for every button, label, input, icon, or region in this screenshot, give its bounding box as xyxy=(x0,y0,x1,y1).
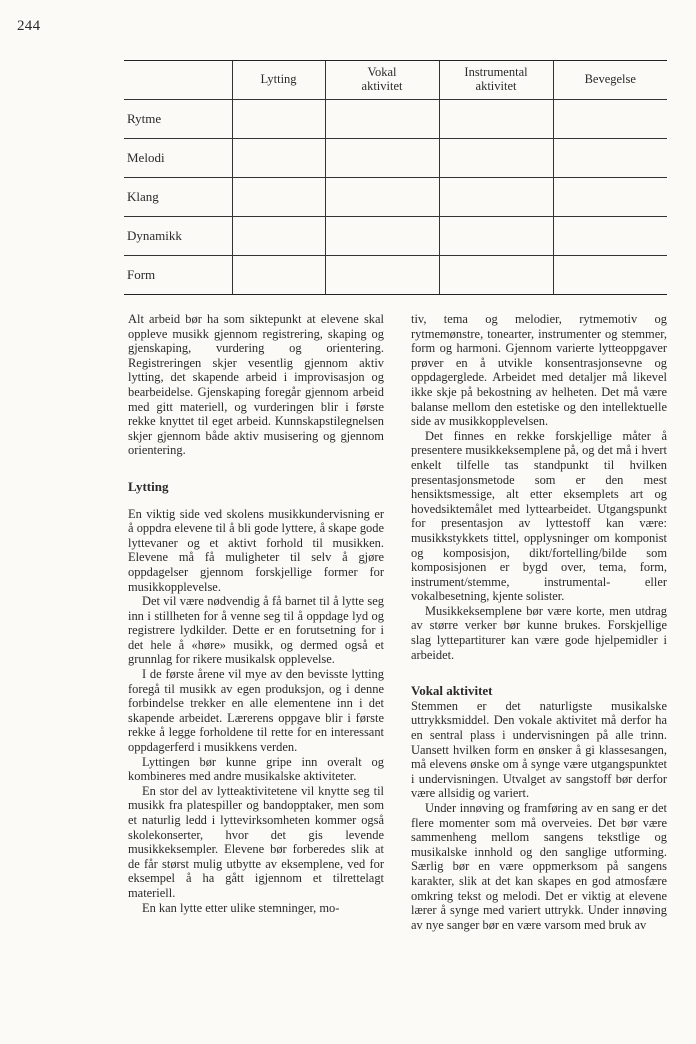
grid-row xyxy=(124,100,667,139)
grid-cell xyxy=(232,178,325,217)
grid-cell xyxy=(553,178,667,217)
grid-cell xyxy=(325,100,439,139)
grid-cell xyxy=(325,178,439,217)
grid-cell xyxy=(325,217,439,256)
left-paragraph: En viktig side ved skolens musikkundervisning er å oppdra elevene til å bli gode lyttere, å skape gode lyttevaner og et aktivt forhold til musikken. Elevene må få muligheter til selv å gjøre oppdagelser gjennom forskjellige former for musikkopplevelse. xyxy=(128,506,384,594)
right-column xyxy=(411,312,667,932)
grid-cell xyxy=(439,139,553,178)
right-paragraph: Det finnes en rekke forskjellige måter å presentere musikkeksemplene på, og det må i hvert enkelt tilfelle tas standpunkt til hvilken presentasjonsmetode som er den mest hensiktsmessige, alt etter eksemplets art og hovedsiktemålet med lyttearbeidet. Utgangspunkt for presentasjon av lyttestoff kan være: musikkstykkets tittel, opplysninger om komponist og komposisjon, dikt/fortelling/bilde som komposisjonen er bygd over, tema, form, instrument/stemme, instrumental- eller vokalbesetning, kjente solister. xyxy=(411,428,667,604)
grid-cell xyxy=(232,139,325,178)
right-paragraph: Stemmen er det naturligste musikalske uttrykksmiddel. Den vokale aktivitet må derfor ha en sentral plass i undervisningen på alle trinn. Uansett hvilken form en ønsker å gi klassesangen, må elevens ønske om å synge være utgangspunktet i undervisningen. Utvalget av sangstoff bør derfor være allsidig og variert. xyxy=(411,698,667,801)
left-paragraph: Det vil være nødvendig å få barnet til å lytte seg inn i stillheten for å venne seg til å oppdage lyd og registrere lydkilder. Dette er en forutsetning for i det hele å «høre» musikk, og dermed også et grunnlag for rikere musikalsk opplevelse. xyxy=(128,594,384,667)
grid-header-row xyxy=(124,61,667,100)
right-paragraph: tiv, tema og melodier, rytmemotiv og rytmemønstre, tonearter, instrumenter og stemmer, form og harmoni. Gjennom varierte lytteoppgaver prøver en å utvikle konsentrasjonsevne og oppdagerglede. Arbeidet med detaljer må likevel ikke skje på bekostning av helheten. Det må være balanse mellom den estetiske og den intellektuelle side av musikkopplevelsen. xyxy=(411,312,667,429)
grid-cell xyxy=(553,139,667,178)
left-paragraph: En kan lytte etter ulike stemninger, mo- xyxy=(142,900,340,915)
section-heading-lytting: Lytting xyxy=(128,478,169,494)
page-number: 244 xyxy=(17,18,41,34)
grid-cell xyxy=(232,100,325,139)
grid-corner-cell xyxy=(124,61,232,100)
grid-row-label: Melodi xyxy=(124,139,232,178)
grid-row xyxy=(124,217,667,256)
grid-column-header: Vokal aktivitet xyxy=(325,61,439,100)
left-column xyxy=(128,312,384,915)
grid-row-label: Rytme xyxy=(124,100,232,139)
left-paragraph: En stor del av lytteaktivitetene vil knytte seg til musikk fra platespiller og bandopptaker, men som et naturlig ledd i lyttevirksomheten kommer også skolekonserter, hvor det gis levende musikkeksempler. Elevene bør forberedes slik at de får størst mulig utbytte av eksemplene, ved for eksempel å ha gått igjennom et tilrettelagt materiell. xyxy=(128,783,384,900)
grid-column-header: Lytting xyxy=(232,61,325,100)
grid-cell xyxy=(325,139,439,178)
left-paragraph: I de første årene vil mye av den bevisste lytting foregå til musikk av egen produksjon, og i denne forbindelse trekker en alle elementene inn i det skapende arbeidet. Lærerens oppgave blir i første rekke å legge forholdene til rette for en interessant oppdagerferd i musikkens verden. xyxy=(128,667,384,755)
grid-row xyxy=(124,139,667,178)
right-paragraph: Musikkeksemplene bør være korte, men utdrag av større verker bør kunne brukes. Forskjellige slag lyttepartiturer kan være gode hjelpemidler i arbeidet. xyxy=(411,603,667,662)
right-paragraph: Under innøving og framføring av en sang er det flere momenter som må overveies. Det bør være sammenheng mellom sangens tekstlige og musikalske innhold og den sanglige utforming. Særlig bør en være oppmerksom på sangens karakter, slik at det kan skapes en god atmosfære omkring tekst og melodi. Det er viktig at elevene lærer å synge med variert uttrykk. Under innøving av nye sanger bør en være varsom med bruk av xyxy=(411,801,667,932)
left-paragraph: Alt arbeid bør ha som siktepunkt at elevene skal oppleve musikk gjennom registrering, skaping og gjenskaping, vurdering og orientering. Registreringen skjer vesentlig gjennom aktiv lytting, det skapende arbeid i improvisasjon og bearbeidelse. Gjenskaping foregår gjennom arbeid med gitt materiell, og vurderingen blir i første rekke knyttet til eget arbeid. Kunnskapstilegnelsen skjer gjennom både aktiv musisering og gjennom orientering. xyxy=(128,312,384,458)
grid-column-header: Bevegelse xyxy=(553,61,667,100)
grid-row-label: Form xyxy=(124,256,232,295)
grid-cell xyxy=(439,217,553,256)
grid-column-header: Instrumental aktivitet xyxy=(439,61,553,100)
grid-cell xyxy=(553,100,667,139)
music-activity-grid xyxy=(124,60,667,295)
grid-cell xyxy=(439,178,553,217)
grid-cell xyxy=(232,217,325,256)
grid-cell xyxy=(553,217,667,256)
grid-row-label: Klang xyxy=(124,178,232,217)
grid-cell xyxy=(439,256,553,295)
left-paragraph: Lyttingen bør kunne gripe inn overalt og kombineres med andre musikalske aktiviteter. xyxy=(128,754,384,784)
grid-row xyxy=(124,256,667,295)
grid-row-label: Dynamikk xyxy=(124,217,232,256)
grid-row xyxy=(124,178,667,217)
grid-cell xyxy=(553,256,667,295)
grid-cell xyxy=(325,256,439,295)
section-heading-vokal-aktivitet: Vokal aktivitet xyxy=(411,683,493,699)
grid-cell xyxy=(232,256,325,295)
grid-cell xyxy=(439,100,553,139)
